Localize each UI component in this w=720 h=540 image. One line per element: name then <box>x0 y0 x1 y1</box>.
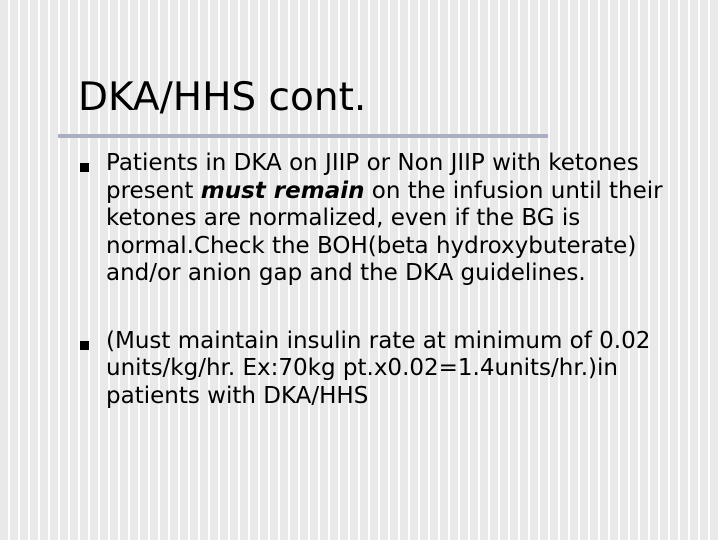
square-bullet-icon <box>80 341 89 350</box>
bullet-list <box>78 150 718 410</box>
bullet-item-2 <box>78 328 718 411</box>
title-underline <box>58 134 548 138</box>
bullet-1-text-start: Patients in DKA on JIIP or Non JIIP with ketones present <box>106 150 639 204</box>
bullet-2-text: (Must maintain insulin rate at minimum of 0.02 units/kg/hr. Ex:70kg pt.x0.02=1.4units/hr.)in patients with DKA/HHS <box>106 327 651 409</box>
slide-title: DKA/HHS cont. <box>78 75 367 120</box>
bullet-1-text-end: on the infusion until their ketones are normalized, even if the BG is normal.Check the BOH(beta hydroxybuterate) and/or anion gap and the DKA guidelines. <box>106 177 663 286</box>
bullet-item-1 <box>78 150 718 288</box>
square-bullet-icon <box>80 163 89 172</box>
bullet-1-emphasis: must remain <box>200 177 365 204</box>
